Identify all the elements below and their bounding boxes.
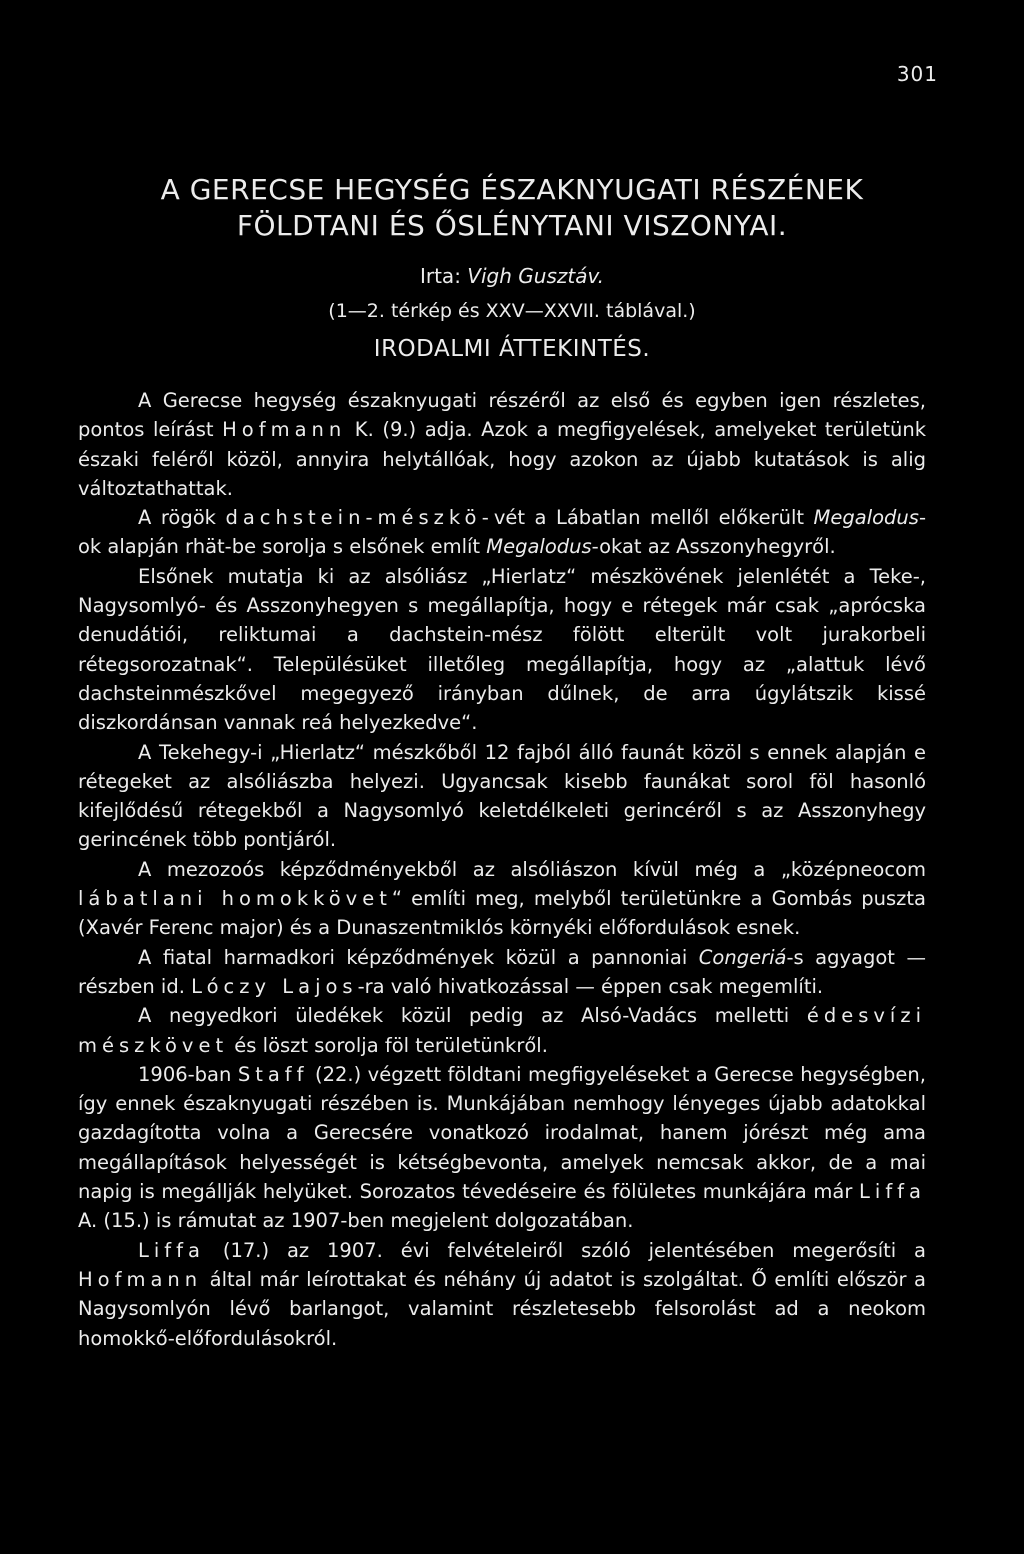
text-run: és löszt sorolja föl területünkről.: [228, 1033, 548, 1057]
text-run: Elsőnek mutatja ki az alsóliász „Hierlatz“ mészkövének jelenlétét a Teke-, Nagysomlyó- és Asszonyhegyen s megállapítja, hogy e rétegek már csak „aprócska denudátiói, reliktumai a dachstein-mész fölött elterült volt jurakorbeli rétegsorozatnak“. Településüket illetőleg megállapítja, hogy az „alattuk lévő dachsteinmészkővel megegyező irányban dűlnek, de arra úgylátszik kissé diszkordánsan vannak reá helyezkedve“.: [78, 564, 926, 735]
body-text: [78, 386, 926, 1353]
spaced-name: édesvízi mészkövet: [78, 1004, 926, 1057]
spaced-name: dachstein-mészkö-: [225, 506, 494, 530]
paragraph: [78, 738, 926, 855]
italic-term: Congeriá: [698, 945, 787, 969]
paragraph: [78, 1001, 926, 1060]
article-title: [0, 172, 1024, 244]
author-prefix: Irta:: [419, 264, 461, 288]
paragraph: [78, 943, 926, 1002]
text-run: -ra való hivatkozással — éppen csak megemlíti.: [357, 974, 824, 998]
text-run: -okat az Asszonyhegyről.: [591, 535, 836, 559]
text-run: A rögök: [138, 506, 226, 530]
paragraph: [78, 503, 926, 562]
text-run: A fiatal harmadkori képződmények közül a pannoniai: [138, 945, 699, 969]
page-number: 301: [896, 62, 938, 86]
spaced-name: Lóczy Lajos: [191, 974, 358, 998]
spaced-name: Hofmann: [78, 1267, 203, 1291]
title-line-2: FÖLDTANI ÉS ŐSLÉNYTANI VISZONYAI.: [236, 209, 788, 242]
italic-term: Megalodus: [813, 506, 919, 530]
spaced-name: Hofmann: [222, 418, 347, 442]
spaced-name: Liffa: [138, 1238, 205, 1262]
text-run: által már leírottakat és néhány új adatot is szolgáltat. Ő említi először a Nagysomlyón lévő barlangot, valamint részletesebb felsorolást ad a neokom homokkő-előfordulásokról.: [78, 1267, 926, 1350]
text-run: A Gerecse hegység északnyugati részéről az első és egyben igen részletes, pontos leírást: [78, 389, 926, 442]
text-run: 1906-ban: [138, 1062, 238, 1086]
text-run: K. (9.) adja. Azok a megfigyelések, amelyeket területünk északi feléről közöl, annyira helytállóak, hogy azokon az újabb kutatások is alig változtathattak.: [78, 418, 926, 500]
text-run: (22.) végzett földtani megfigyeléseket a Gerecse hegységben, így ennek északnyugati részében is. Munkájában nemhogy lényeges újabb adatokkal gazdagította volna a Gerecsére vonatkozó irodalmat, hanem jórészt még ama megállapítások helyességét is kétségbevonta, amelyek nemcsak akkor, de a mai napig is megállják helyüket. Sorozatos tévedéseire és fölületes munkájára már: [78, 1062, 926, 1204]
section-title: IRODALMI ÁTTEKINTÉS.: [373, 336, 651, 362]
italic-term: Megalodus: [486, 535, 592, 559]
text-run: A mezozoós képződményekből az alsóliászon kívül még a „középneocom: [138, 857, 926, 881]
author-name: Vigh Gusztáv.: [467, 264, 605, 288]
text-run: -s agyagot — részben id.: [78, 945, 926, 998]
text-run: -ok alapján rhät-be sorolja s elsőnek említ: [78, 506, 926, 559]
text-run: “ említi meg, melyből területünkre a Gombás puszta (Xavér Ferenc major) és a Dunaszentmiklós környéki előfordulások esnek.: [78, 887, 926, 940]
spaced-name: Liffa: [859, 1180, 926, 1204]
text-run: A Tekehegy-i „Hierlatz“ mészkőből 12 fajból álló faunát közöl s ennek alapján e rétegeket az alsóliászba helyezi. Ugyancsak kisebb faunákat sorol föl hasonló kifejlődésű rétegekből a Nagysomlyó keletdélkeleti gerincéről s az Asszonyhegy gerincének több pontjáról.: [78, 740, 926, 852]
article-header: [0, 172, 1024, 362]
spaced-name: lábatlani homokkövet: [78, 887, 392, 911]
text-run: vét a Lábatlan mellől előkerült: [493, 506, 814, 530]
paragraph: [78, 562, 926, 738]
paragraph: [78, 386, 926, 503]
title-line-1: A GERECSE HEGYSÉG ÉSZAKNYUGATI RÉSZÉNEK: [160, 173, 864, 206]
paragraph: [78, 1060, 926, 1236]
maps-note: (1—2. térkép és XXV—XXVII. táblával.): [328, 300, 696, 322]
paragraph: [78, 855, 926, 943]
text-run: A. (15.) is rámutat az 1907-ben megjelent dolgozatában.: [78, 1209, 634, 1233]
author-line: [0, 264, 1024, 288]
text-run: A negyedkori üledékek közül pedig az Alsó-Vadács melletti: [138, 1004, 807, 1028]
spaced-name: Staff: [237, 1062, 309, 1086]
paragraph: [78, 1236, 926, 1353]
text-run: (17.) az 1907. évi felvételeiről szóló jelentésében megerősíti a: [204, 1238, 926, 1262]
